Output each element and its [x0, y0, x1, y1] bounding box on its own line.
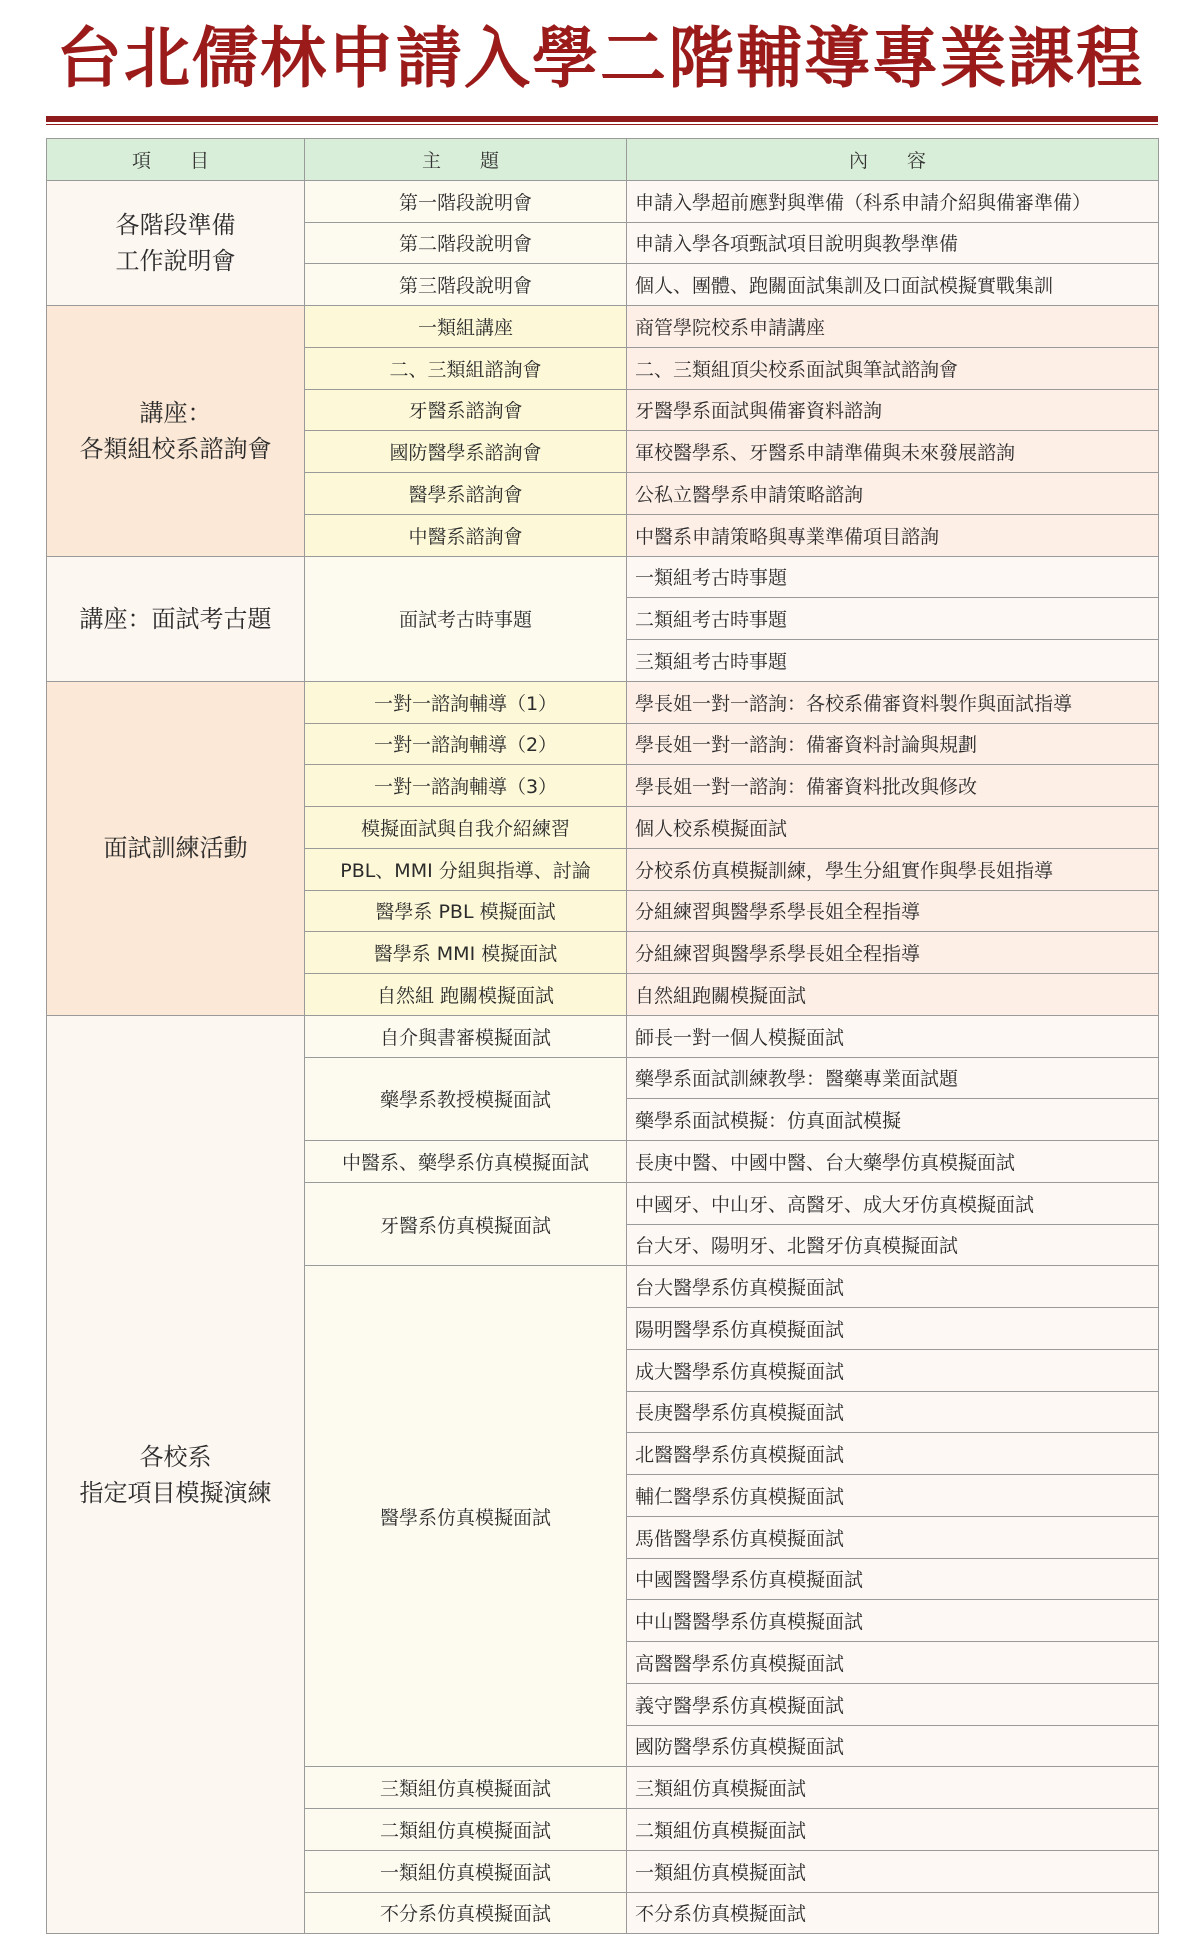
topic-cell: 面試考古時事題 — [305, 556, 627, 681]
content-cell: 個人、團體、跑關面試集訓及口面試模擬實戰集訓 — [627, 264, 1159, 306]
content-cell: 台大牙、陽明牙、北醫牙仿真模擬面試 — [627, 1224, 1159, 1266]
topic-cell: 二類組仿真模擬面試 — [305, 1809, 627, 1851]
table-row — [47, 681, 1159, 723]
topic-cell: 第一階段說明會 — [305, 180, 627, 222]
category-label: 各類組校系諮詢會 — [79, 434, 272, 463]
content-cell: 義守醫學系仿真模擬面試 — [627, 1683, 1159, 1725]
topic-cell: 中醫系諮詢會 — [305, 514, 627, 556]
table-body — [47, 180, 1159, 1934]
content-cell: 二、三類組頂尖校系面試與筆試諮詢會 — [627, 347, 1159, 389]
content-cell: 師長一對一個人模擬面試 — [627, 1015, 1159, 1057]
category-cell — [47, 1015, 305, 1934]
topic-cell: 一對一諮詢輔導（2） — [305, 723, 627, 765]
content-cell: 二類組考古時事題 — [627, 598, 1159, 640]
content-cell: 申請入學各項甄試項目說明與教學準備 — [627, 222, 1159, 264]
topic-cell: 自然組 跑關模擬面試 — [305, 974, 627, 1016]
table-row — [47, 1015, 1159, 1057]
topic-cell: 一類組講座 — [305, 306, 627, 348]
content-cell: 中國牙、中山牙、高醫牙、成大牙仿真模擬面試 — [627, 1182, 1159, 1224]
topic-cell: 模擬面試與自我介紹練習 — [305, 807, 627, 849]
topic-cell: 牙醫系諮詢會 — [305, 389, 627, 431]
category-label: 指定項目模擬演練 — [79, 1478, 272, 1507]
content-cell: 學長姐一對一諮詢：備審資料批改與修改 — [627, 765, 1159, 807]
content-cell: 中國醫醫學系仿真模擬面試 — [627, 1558, 1159, 1600]
content-cell: 長庚醫學系仿真模擬面試 — [627, 1391, 1159, 1433]
topic-cell: 第三階段說明會 — [305, 264, 627, 306]
topic-cell: 第二階段說明會 — [305, 222, 627, 264]
content-cell: 牙醫學系面試與備審資料諮詢 — [627, 389, 1159, 431]
topic-cell: 醫學系仿真模擬面試 — [305, 1266, 627, 1767]
table-row — [47, 556, 1159, 598]
page-title: 台北儒林申請入學二階輔導專業課程 — [56, 19, 1144, 97]
topic-cell: 三類組仿真模擬面試 — [305, 1767, 627, 1809]
topic-cell: PBL、MMI 分組與指導、討論 — [305, 848, 627, 890]
content-cell: 個人校系模擬面試 — [627, 807, 1159, 849]
course-table — [46, 138, 1159, 1934]
content-cell: 國防醫學系仿真模擬面試 — [627, 1725, 1159, 1767]
content-cell: 馬偕醫學系仿真模擬面試 — [627, 1516, 1159, 1558]
content-cell: 公私立醫學系申請策略諮詢 — [627, 473, 1159, 515]
content-cell: 藥學系面試模擬：仿真面試模擬 — [627, 1099, 1159, 1141]
category-cell — [47, 180, 305, 305]
content-cell: 商管學院校系申請講座 — [627, 306, 1159, 348]
topic-cell: 一對一諮詢輔導（3） — [305, 765, 627, 807]
category-cell — [47, 681, 305, 1015]
title-divider-thin — [46, 124, 1158, 125]
category-cell — [47, 556, 305, 681]
topic-cell: 一對一諮詢輔導（1） — [305, 681, 627, 723]
content-cell: 分校系仿真模擬訓練，學生分組實作與學長姐指導 — [627, 848, 1159, 890]
content-cell: 一類組考古時事題 — [627, 556, 1159, 598]
content-cell: 北醫醫學系仿真模擬面試 — [627, 1433, 1159, 1475]
content-cell: 軍校醫學系、牙醫系申請準備與未來發展諮詢 — [627, 431, 1159, 473]
content-cell: 二類組仿真模擬面試 — [627, 1809, 1159, 1851]
content-cell: 輔仁醫學系仿真模擬面試 — [627, 1475, 1159, 1517]
topic-cell: 藥學系教授模擬面試 — [305, 1057, 627, 1141]
content-cell: 不分系仿真模擬面試 — [627, 1892, 1159, 1934]
content-cell: 學長姐一對一諮詢：備審資料討論與規劃 — [627, 723, 1159, 765]
topic-cell: 醫學系 PBL 模擬面試 — [305, 890, 627, 932]
category-label: 面試訓練活動 — [103, 834, 248, 863]
category-label: 講座：面試考古題 — [79, 604, 272, 633]
table-row — [47, 180, 1159, 222]
header-content: 內 容 — [627, 139, 1159, 181]
header-topic: 主 題 — [305, 139, 627, 181]
content-cell: 學長姐一對一諮詢：各校系備審資料製作與面試指導 — [627, 681, 1159, 723]
topic-cell: 二、三類組諮詢會 — [305, 347, 627, 389]
content-cell: 三類組考古時事題 — [627, 640, 1159, 682]
topic-cell: 醫學系諮詢會 — [305, 473, 627, 515]
category-label: 各階段準備 — [115, 210, 236, 239]
topic-cell: 一類組仿真模擬面試 — [305, 1850, 627, 1892]
table-header-row — [47, 139, 1159, 181]
content-cell: 自然組跑關模擬面試 — [627, 974, 1159, 1016]
content-cell: 成大醫學系仿真模擬面試 — [627, 1349, 1159, 1391]
category-cell — [47, 306, 305, 557]
category-label: 各校系 — [139, 1442, 212, 1471]
content-cell: 分組練習與醫學系學長姐全程指導 — [627, 890, 1159, 932]
content-cell: 台大醫學系仿真模擬面試 — [627, 1266, 1159, 1308]
content-cell: 申請入學超前應對與準備（科系申請介紹與備審準備） — [627, 180, 1159, 222]
title-divider — [46, 116, 1158, 122]
category-label: 講座： — [139, 398, 212, 427]
topic-cell: 中醫系、藥學系仿真模擬面試 — [305, 1141, 627, 1183]
content-cell: 三類組仿真模擬面試 — [627, 1767, 1159, 1809]
topic-cell: 不分系仿真模擬面試 — [305, 1892, 627, 1934]
topic-cell: 醫學系 MMI 模擬面試 — [305, 932, 627, 974]
content-cell: 陽明醫學系仿真模擬面試 — [627, 1308, 1159, 1350]
content-cell: 中醫系申請策略與專業準備項目諮詢 — [627, 514, 1159, 556]
header-item: 項 目 — [47, 139, 305, 181]
content-cell: 分組練習與醫學系學長姐全程指導 — [627, 932, 1159, 974]
content-cell: 中山醫醫學系仿真模擬面試 — [627, 1600, 1159, 1642]
content-cell: 藥學系面試訓練教學：醫藥專業面試題 — [627, 1057, 1159, 1099]
table-row — [47, 306, 1159, 348]
content-cell: 一類組仿真模擬面試 — [627, 1850, 1159, 1892]
topic-cell: 國防醫學系諮詢會 — [305, 431, 627, 473]
content-cell: 長庚中醫、中國中醫、台大藥學仿真模擬面試 — [627, 1141, 1159, 1183]
topic-cell: 自介與書審模擬面試 — [305, 1015, 627, 1057]
content-cell: 高醫醫學系仿真模擬面試 — [627, 1642, 1159, 1684]
category-label: 工作說明會 — [115, 246, 236, 275]
topic-cell: 牙醫系仿真模擬面試 — [305, 1182, 627, 1266]
